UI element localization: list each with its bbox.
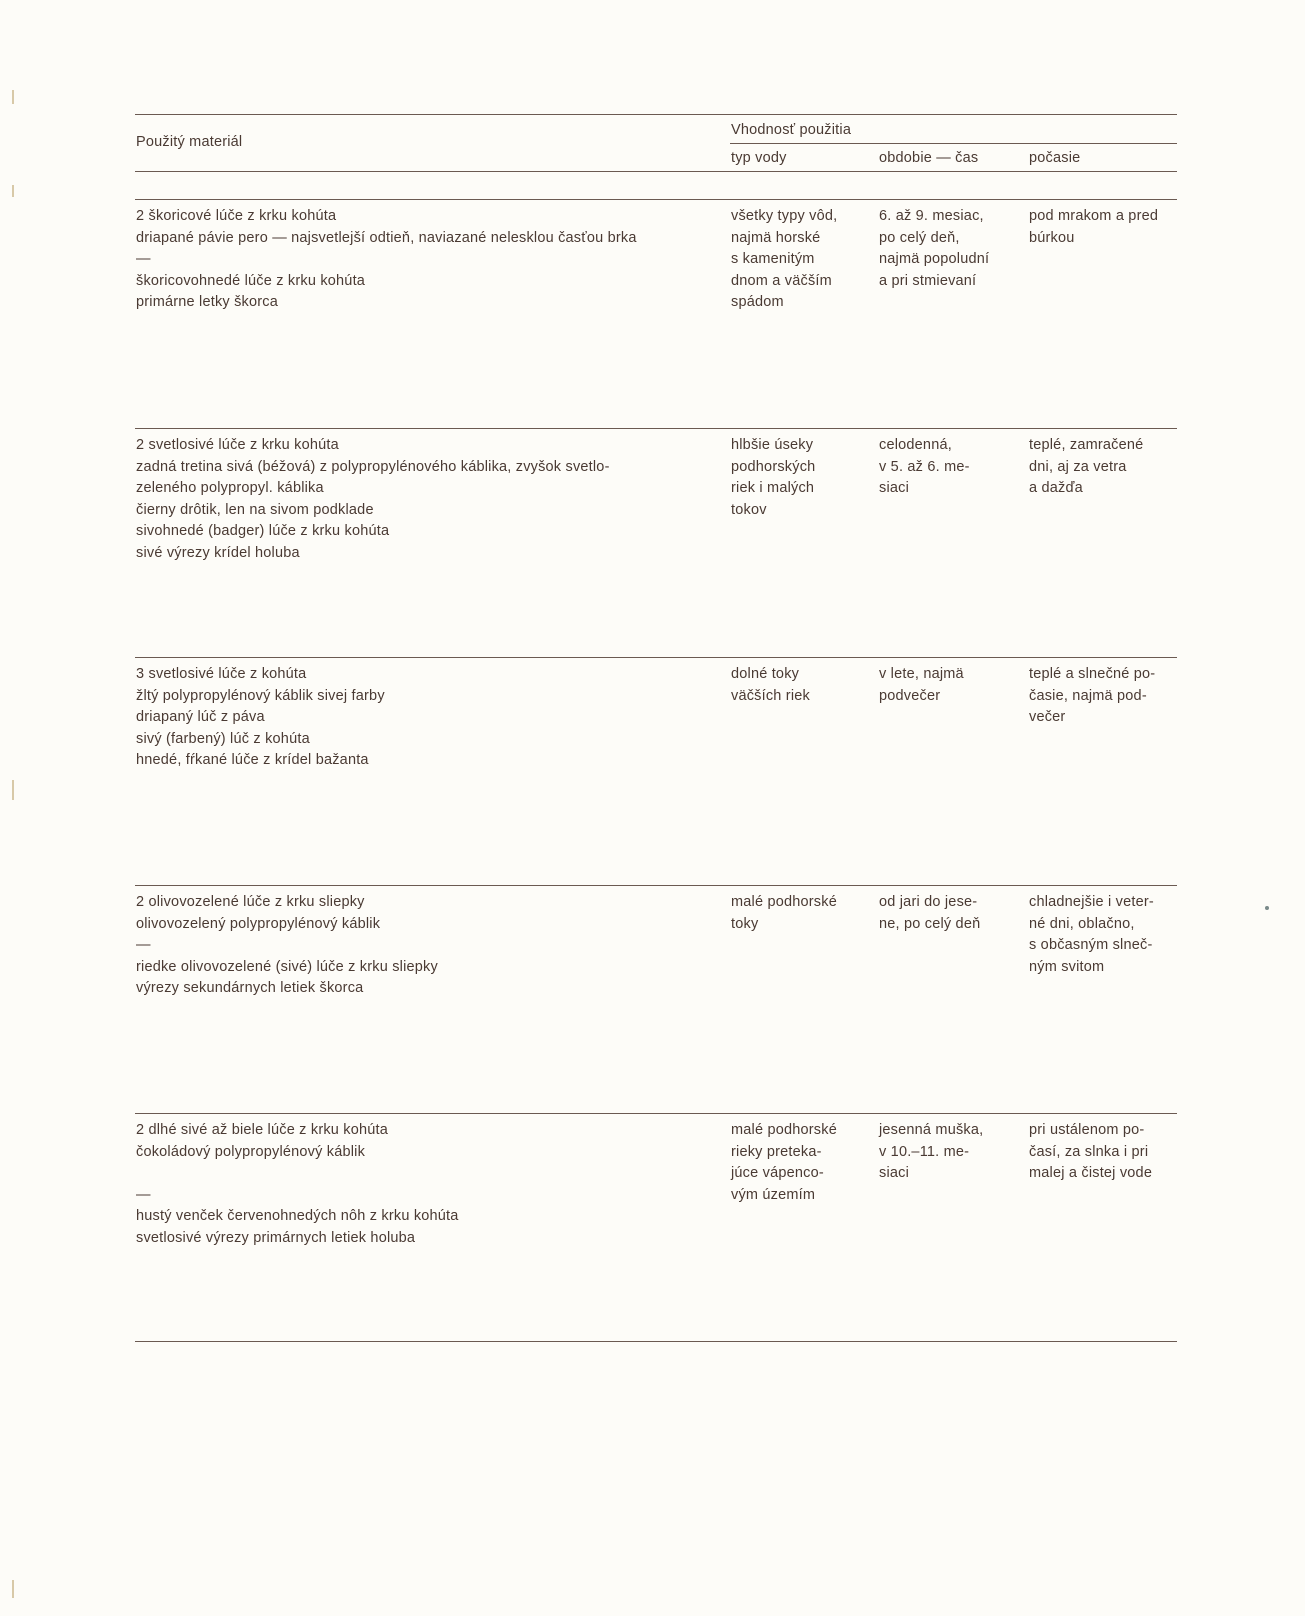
- material-line: hustý venček červenohnedých nôh z krku kohúta: [136, 1208, 459, 1224]
- table-top-rule: [135, 114, 1177, 115]
- water-line: riek i malých: [731, 480, 815, 496]
- material-line: driapaný lúč z páva: [136, 709, 265, 725]
- material-line: svetlosivé výrezy primárnych letiek holuba: [136, 1229, 416, 1246]
- material-line: 3 svetlosivé lúče z kohúta: [136, 666, 307, 682]
- row-rule: [135, 657, 1177, 658]
- scan-mark: [12, 90, 14, 104]
- material-line: driapané pávie pero — najsvetlejší odtieň, naviazané nelesklou časťou brka: [136, 229, 637, 246]
- table-bottom-rule: [135, 1341, 1177, 1342]
- material-line: čokoládový polypropylénový káblik: [136, 1143, 366, 1160]
- period-line: v 10.–11. me-: [879, 1143, 970, 1160]
- water-line: väčších riek: [731, 687, 810, 704]
- material-line: škoricovohnedé lúče z krku kohúta: [136, 272, 366, 289]
- weather-line: chladnejšie i veter-: [1029, 894, 1154, 910]
- water-line: malé podhorské: [731, 894, 837, 910]
- material-line: —: [136, 1186, 151, 1203]
- row-material: [136, 1120, 459, 1249]
- period-line: od jari do jese-: [879, 894, 978, 910]
- row-material: [136, 435, 610, 564]
- row-weather: [1029, 435, 1143, 500]
- period-line: v lete, najmä: [879, 666, 964, 682]
- material-line: 2 dlhé sivé až biele lúče z krku kohúta: [136, 1122, 389, 1138]
- row-weather: [1029, 892, 1154, 978]
- row-material: [136, 892, 438, 1000]
- material-line: 2 škoricové lúče z krku kohúta: [136, 208, 337, 224]
- material-line: sivé výrezy krídel holuba: [136, 544, 300, 561]
- material-line: riedke olivovozelené (sivé) lúče z krku sliepky: [136, 958, 438, 975]
- weather-line: pri ustálenom po-: [1029, 1122, 1145, 1138]
- period-line: siaci: [879, 1165, 910, 1181]
- material-line: olivovozelený polypropylénový káblik: [136, 915, 381, 932]
- period-line: 6. až 9. mesiac,: [879, 208, 984, 224]
- weather-line: a dažďa: [1029, 480, 1083, 496]
- row-water-type: [731, 206, 837, 314]
- row-rule: [135, 428, 1177, 429]
- row-water-type: [731, 664, 810, 707]
- water-line: vým územím: [731, 1186, 816, 1203]
- row-water-type: [731, 892, 837, 935]
- weather-line: časí, za slnka i pri: [1029, 1143, 1149, 1160]
- material-line: zeleného polypropyl. káblika: [136, 480, 324, 496]
- row-rule: [135, 1113, 1177, 1114]
- weather-line: teplé, zamračené: [1029, 437, 1144, 453]
- scan-speck: [1265, 906, 1269, 910]
- header-sub-rule: [730, 143, 1177, 144]
- water-line: tokov: [731, 501, 767, 518]
- material-line: hnedé, fŕkané lúče z krídel bažanta: [136, 752, 369, 768]
- period-line: ne, po celý deň: [879, 915, 981, 932]
- weather-line: časie, najmä pod-: [1029, 687, 1147, 704]
- material-line: výrezy sekundárnych letiek škorca: [136, 980, 364, 996]
- header-water-type: typ vody: [731, 150, 787, 166]
- header-material: Použitý materiál: [136, 134, 243, 150]
- weather-line: dni, aj za vetra: [1029, 458, 1127, 475]
- scan-mark: [12, 185, 14, 197]
- period-line: jesenná muška,: [879, 1122, 984, 1138]
- water-line: najmä horské: [731, 229, 821, 246]
- water-line: podhorských: [731, 458, 816, 475]
- row-material: [136, 206, 637, 314]
- material-line: —: [136, 937, 151, 953]
- row-period: [879, 892, 980, 935]
- weather-line: pod mrakom a pred: [1029, 208, 1159, 224]
- material-line: sivohnedé (badger) lúče z krku kohúta: [136, 523, 390, 539]
- row-period: [879, 664, 964, 707]
- material-line: žltý polypropylénový káblik sivej farby: [136, 687, 385, 704]
- scan-mark: [12, 1580, 14, 1598]
- water-line: dnom a väčším: [731, 272, 832, 289]
- row-water-type: [731, 1120, 837, 1206]
- weather-line: s občasným slneč-: [1029, 937, 1153, 953]
- header-weather: počasie: [1029, 150, 1081, 166]
- weather-line: teplé a slnečné po-: [1029, 666, 1156, 682]
- weather-line: večer: [1029, 709, 1066, 725]
- material-line: 2 olivovozelené lúče z krku sliepky: [136, 894, 365, 910]
- water-line: hlbšie úseky: [731, 437, 814, 453]
- material-line: primárne letky škorca: [136, 294, 278, 310]
- weather-line: malej a čistej vode: [1029, 1165, 1153, 1181]
- water-line: toky: [731, 915, 759, 932]
- material-line: —: [136, 251, 151, 267]
- row-period: [879, 435, 970, 500]
- material-line: 2 svetlosivé lúče z krku kohúta: [136, 437, 339, 453]
- row-period: [879, 206, 989, 292]
- water-line: júce vápenco-: [731, 1165, 824, 1181]
- header-period: obdobie — čas: [879, 150, 979, 166]
- row-rule: [135, 199, 1177, 200]
- period-line: najmä popoludní: [879, 251, 990, 267]
- period-line: po celý deň,: [879, 229, 960, 246]
- water-line: spádom: [731, 294, 784, 310]
- header-bottom-rule: [135, 171, 1177, 172]
- material-line: zadná tretina sivá (béžová) z polypropylénového káblika, zvyšok svetlo-: [136, 458, 610, 475]
- material-line: čierny drôtik, len na sivom podklade: [136, 501, 374, 518]
- weather-line: ným svitom: [1029, 958, 1105, 975]
- scan-mark: [12, 780, 14, 800]
- row-period: [879, 1120, 983, 1185]
- water-line: dolné toky: [731, 666, 800, 682]
- weather-line: né dni, oblačno,: [1029, 915, 1135, 932]
- period-line: siaci: [879, 480, 910, 496]
- water-line: s kamenitým: [731, 251, 815, 267]
- material-line: [136, 1163, 459, 1185]
- row-weather: [1029, 664, 1155, 729]
- row-water-type: [731, 435, 815, 521]
- row-material: [136, 664, 385, 772]
- water-line: všetky typy vôd,: [731, 208, 838, 224]
- period-line: v 5. až 6. me-: [879, 458, 970, 475]
- material-line: sivý (farbený) lúč z kohúta: [136, 730, 310, 747]
- header-suitability: Vhodnosť použitia: [731, 122, 852, 138]
- weather-line: búrkou: [1029, 229, 1075, 246]
- period-line: podvečer: [879, 687, 941, 704]
- water-line: rieky preteka-: [731, 1143, 822, 1160]
- row-weather: [1029, 1120, 1152, 1185]
- row-rule: [135, 885, 1177, 886]
- period-line: celodenná,: [879, 437, 952, 453]
- period-line: a pri stmievaní: [879, 272, 977, 289]
- water-line: malé podhorské: [731, 1122, 837, 1138]
- row-weather: [1029, 206, 1158, 249]
